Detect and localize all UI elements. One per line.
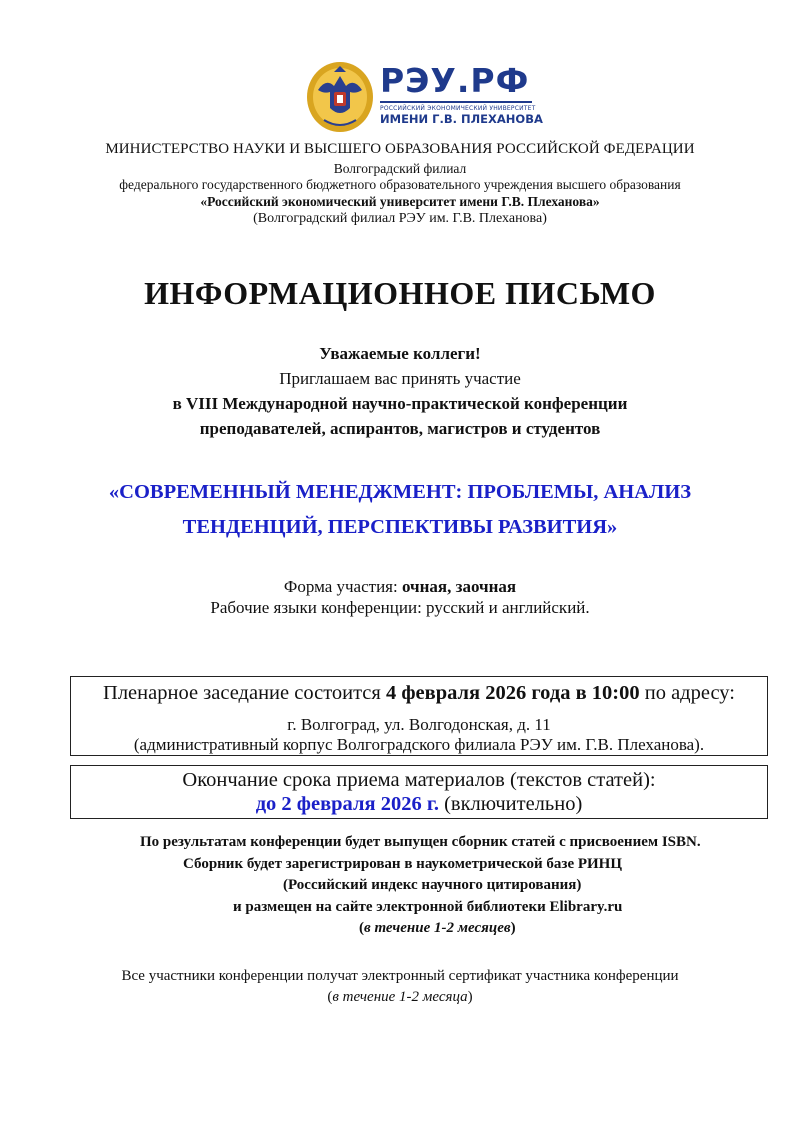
conference-theme-line-2: ТЕНДЕНЦИЙ, ПЕРСПЕКТИВЫ РАЗВИТИЯ» xyxy=(182,516,618,538)
branch-short-name: (Волгоградский филиал РЭУ им. Г.В. Плеханова) xyxy=(253,211,547,226)
logo-title: РЭУ.РФ xyxy=(380,61,530,100)
results-line-4: и размещен на сайте электронной библиотеки Elibrary.ru xyxy=(233,899,623,915)
deadline-box xyxy=(70,765,768,819)
results-line-5 xyxy=(359,920,516,937)
conference-languages: Рабочие языки конференции: русский и английский. xyxy=(210,598,590,617)
ministry-line: МИНИСТЕРСТВО НАУКИ И ВЫСШЕГО ОБРАЗОВАНИЯ РОССИЙСКОЙ ФЕДЕРАЦИИ xyxy=(105,141,695,157)
document-title: ИНФОРМАЦИОННОЕ ПИСЬМО xyxy=(144,275,656,311)
certificate-period: в течение 1-2 месяца xyxy=(332,989,468,1005)
participation-form-label: Форма участия: xyxy=(283,577,402,596)
certificate-line: Все участники конференции получат электронный сертификат участника конференции xyxy=(121,968,679,984)
results-paren-close: ) xyxy=(510,920,516,936)
results-line-3: (Российский индекс научного цитирования) xyxy=(283,877,582,893)
certificate-period-line xyxy=(0,989,800,1006)
deadline-date: до 2 февраля 2026 г. xyxy=(255,793,439,815)
conference-line-2: преподавателей, аспирантов, магистров и студентов xyxy=(199,419,601,438)
branch-line: Волгоградский филиал xyxy=(333,161,467,176)
plenary-session-line xyxy=(71,682,767,705)
participation-form-value: очная, заочная xyxy=(401,577,517,596)
university-logo xyxy=(304,60,543,134)
logo-divider xyxy=(380,101,532,103)
greeting: Уважаемые коллеги! xyxy=(319,344,481,363)
university-name: «Российский экономический университет имени Г.В. Плеханова» xyxy=(200,194,600,209)
results-publication-period: в течение 1-2 месяцев xyxy=(364,920,511,936)
emblem-icon xyxy=(304,60,376,134)
invite-line: Приглашаем вас принять участие xyxy=(279,369,521,388)
results-line-1: По результатам конференции будет выпущен сборник статей с присвоением ISBN. xyxy=(140,834,701,850)
plenary-datetime: 4 февраля 2026 года в 10:00 xyxy=(385,682,640,704)
conference-theme-line-1: «СОВРЕМЕННЫЙ МЕНЕДЖМЕНТ: ПРОБЛЕМЫ, АНАЛИЗ xyxy=(108,481,692,503)
deadline-line: Окончание срока приема материалов (текстов статей): xyxy=(182,769,656,791)
logo-subtitle-small: РОССИЙСКИЙ ЭКОНОМИЧЕСКИЙ УНИВЕРСИТЕТ xyxy=(380,105,536,112)
plenary-prefix: Пленарное заседание состоится xyxy=(103,682,386,704)
plenary-session-box xyxy=(70,676,768,756)
results-paren-open: ( xyxy=(359,920,364,936)
plenary-address: г. Волгоград, ул. Волгодонская, д. 11 xyxy=(287,715,551,734)
deadline-date-line xyxy=(71,793,767,816)
plenary-building: (административный корпус Волгоградского филиала РЭУ им. Г.В. Плеханова). xyxy=(133,735,705,754)
participation-form xyxy=(0,577,800,597)
conference-line-1: в VIII Международной научно-практической конференции xyxy=(172,394,628,413)
federal-institution-line: федерального государственного бюджетного образовательного учреждения высшего образования xyxy=(119,177,681,192)
plenary-suffix: по адресу: xyxy=(639,682,735,704)
certificate-paren-open: ( xyxy=(327,989,333,1005)
results-line-2: Сборник будет зарегистрирован в наукометрической базе РИНЦ xyxy=(183,856,623,872)
certificate-paren-close: ) xyxy=(467,989,473,1005)
deadline-suffix: (включительно) xyxy=(438,793,583,815)
logo-subtitle-big: ИМЕНИ Г.В. ПЛЕХАНОВА xyxy=(380,112,543,126)
